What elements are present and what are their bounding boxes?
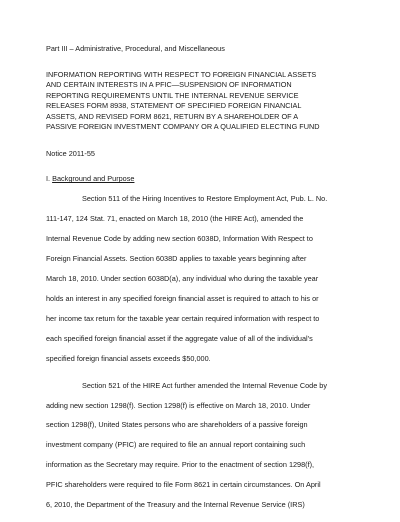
paragraph-line: Internal Revenue Code by adding new section 6038D, Information With Respect to <box>46 234 313 244</box>
paragraph-line: 111-147, 124 Stat. 71, enacted on March 18, 2010 (the HIRE Act), amended the <box>46 214 304 224</box>
paragraph-line: March 18, 2010. Under section 6038D(a), any individual who during the taxable year <box>46 274 319 284</box>
paragraph-line: Foreign Financial Assets. Section 6038D applies to taxable years beginning after <box>46 254 307 264</box>
part-line: Part III – Administrative, Procedural, and Miscellaneous <box>46 44 225 53</box>
paragraph-line: Section 521 of the HIRE Act further amended the Internal Revenue Code by <box>82 380 328 390</box>
paragraph-line: section 1298(f), United States persons who are shareholders of a passive foreign <box>46 420 308 430</box>
section-title-text: Background and Purpose <box>52 174 135 184</box>
paragraph-line: each specified foreign financial asset if the aggregate value of all of the individual’s <box>46 333 313 343</box>
paragraph-line: adding new section 1298(f). Section 1298(f) is effective on March 18, 2010. Under <box>46 400 311 410</box>
paragraph-line: PFIC shareholders were required to file Form 8621 in certain circumstances. On April <box>46 480 321 490</box>
paragraph-line: information as the Secretary may require. Prior to the enactment of section 1298(f), <box>46 460 315 470</box>
section-title <box>46 174 362 183</box>
paragraph-line: her income tax return for the taxable year certain required information with respect to <box>46 313 320 323</box>
paragraph-line: investment company (PFIC) are required to file an annual report containing such <box>46 440 306 450</box>
document-page <box>46 44 362 522</box>
paragraph-2 <box>46 376 362 515</box>
heading-line: PASSIVE FOREIGN INVESTMENT COMPANY OR A QUALIFIED ELECTING FUND <box>46 122 320 132</box>
section-number: I. <box>46 174 51 184</box>
heading-line: RELEASES FORM 8938, STATEMENT OF SPECIFIED FOREIGN FINANCIAL <box>46 101 302 111</box>
notice-heading <box>46 70 362 132</box>
heading-line: INFORMATION REPORTING WITH RESPECT TO FOREIGN FINANCIAL ASSETS <box>46 70 317 79</box>
heading-line: REPORTING REQUIREMENTS UNTIL THE INTERNAL REVENUE SERVICE <box>46 90 299 100</box>
paragraph-line: specified foreign financial assets exceeds $50,000. <box>46 353 211 363</box>
notice-number: Notice 2011-55 <box>46 149 95 159</box>
heading-line: ASSETS, AND REVISED FORM 8621, RETURN BY A SHAREHOLDER OF A <box>46 111 299 121</box>
paragraph-1 <box>46 189 362 368</box>
paragraph-line: Section 511 of the Hiring Incentives to Restore Employment Act, Pub. L. No. <box>82 194 328 204</box>
paragraph-line: holds an interest in any specified foreign financial asset is required to attach to his or <box>46 293 319 303</box>
heading-line: AND CERTAIN INTERESTS IN A PFIC—SUSPENSION OF INFORMATION <box>46 80 292 90</box>
paragraph-line: 6, 2010, the Department of the Treasury and the Internal Revenue Service (IRS) <box>46 500 305 510</box>
